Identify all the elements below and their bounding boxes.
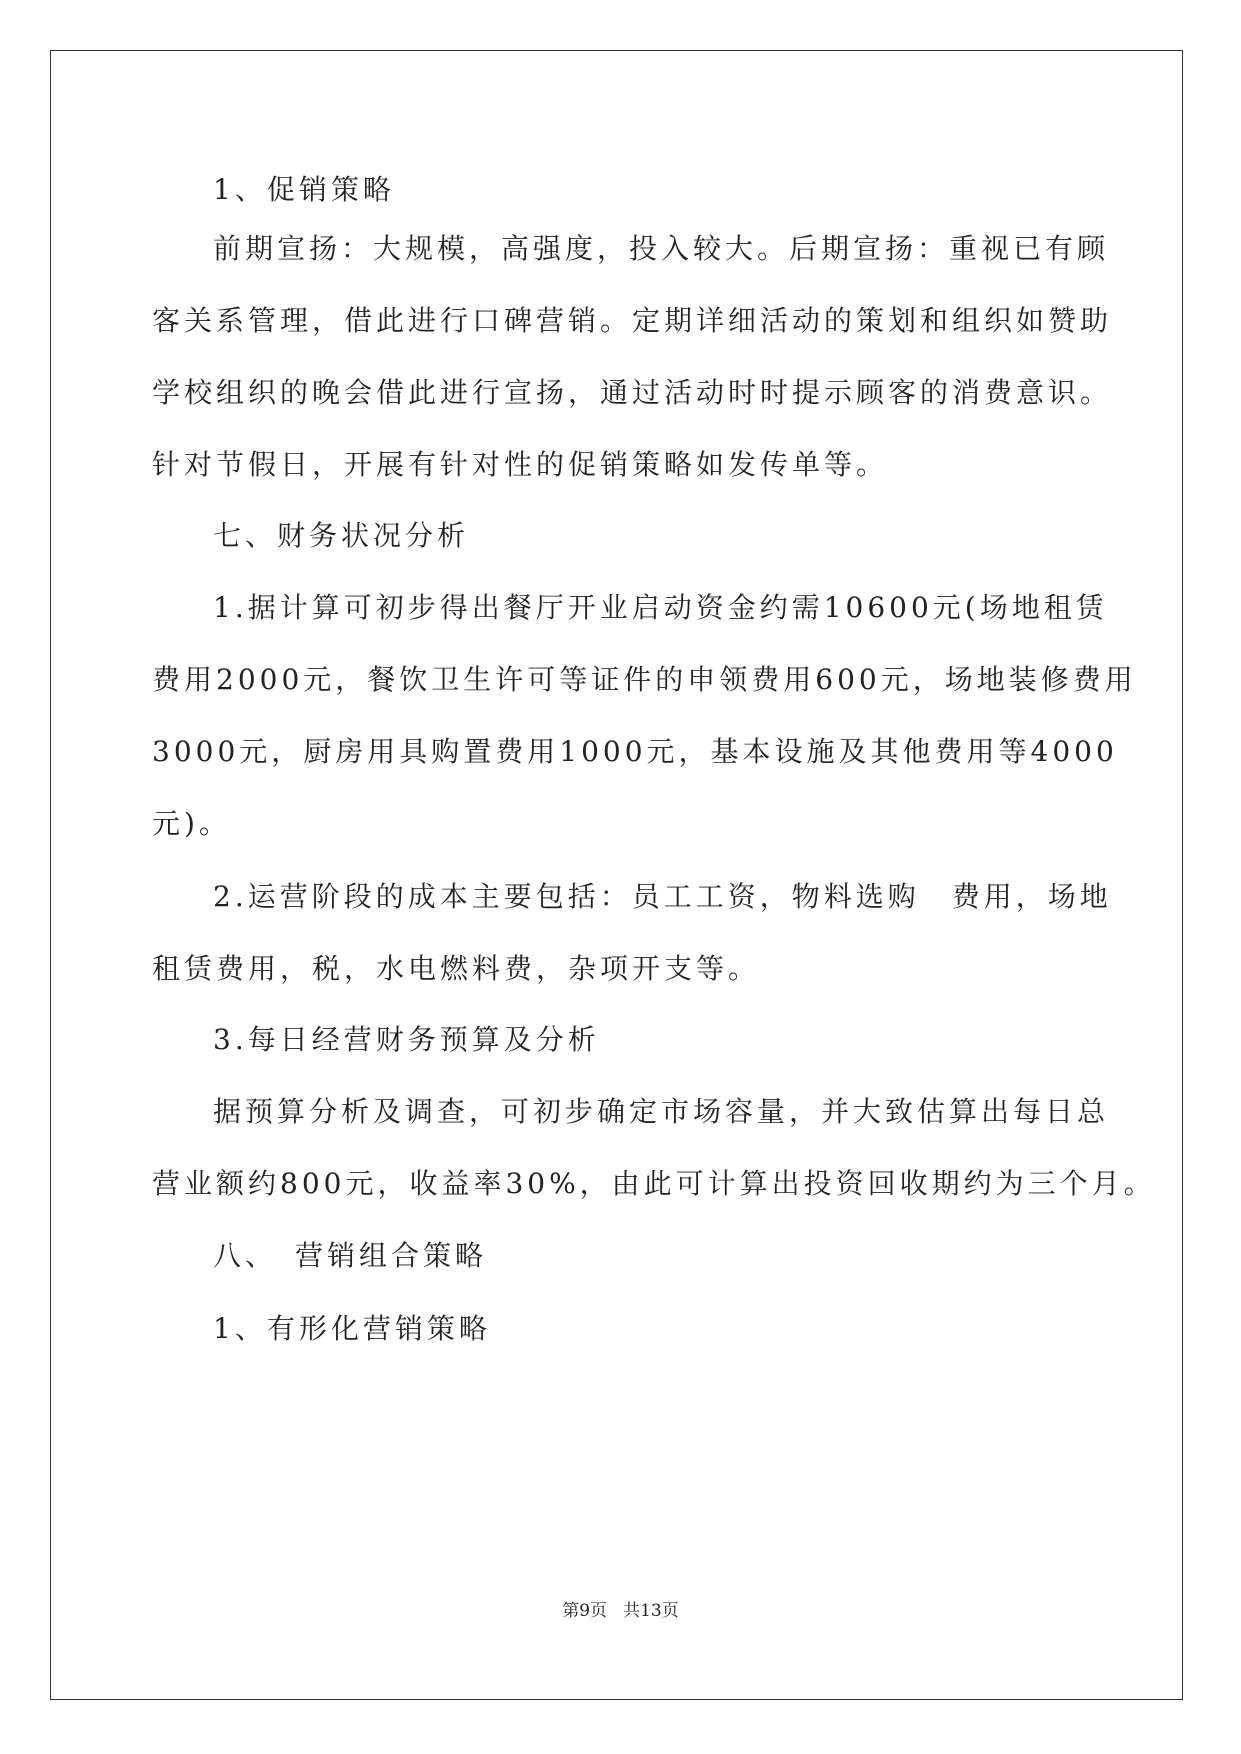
paragraph-line: 学校组织的晚会借此进行宣扬，通过活动时时提示顾客的消费意识。: [152, 376, 1113, 409]
paragraph-line: 1.据计算可初步得出餐厅开业启动资金约需10600元(场地租赁: [213, 591, 1108, 624]
page-number: 第9页: [562, 1601, 608, 1621]
page-footer: [0, 1600, 1241, 1622]
heading-tangible-marketing: 1、有形化营销策略: [213, 1312, 491, 1345]
paragraph-line: 元)。: [152, 807, 231, 840]
paragraph-line: 租赁费用，税，水电燃料费，杂项开支等。: [152, 952, 761, 985]
paragraph-line: 2.运营阶段的成本主要包括：员工工资，物料选购 费用，场地: [213, 880, 1112, 913]
page-border: [50, 50, 1183, 1700]
paragraph-line: 据预算分析及调查，可初步确定市场容量，并大致估算出每日总: [213, 1095, 1110, 1128]
page-total: 共13页: [623, 1601, 679, 1621]
heading-marketing-mix: 八、 营销组合策略: [213, 1239, 488, 1272]
paragraph-line: 针对节假日，开展有针对性的促销策略如发传单等。: [152, 448, 889, 481]
paragraph-line: 费用2000元，餐饮卫生许可等证件的申领费用600元，场地装修费用: [152, 663, 1137, 696]
heading-financial-analysis: 七、财务状况分析: [213, 519, 470, 552]
paragraph-line: 营业额约800元，收益率30%，由此可计算出投资回收期约为三个月。: [152, 1167, 1156, 1200]
subheading-daily-budget: 3.每日经营财务预算及分析: [213, 1023, 600, 1056]
paragraph-line: 3000元，厨房用具购置费用1000元，基本设施及其他费用等4000: [152, 735, 1118, 768]
paragraph-line: 客关系管理，借此进行口碑营销。定期详细活动的策划和组织如赞助: [152, 304, 1113, 337]
heading-promotion-strategy: 1、促销策略: [213, 173, 395, 206]
paragraph-line: 前期宣扬：大规模，高强度，投入较大。后期宣扬：重视已有顾: [213, 232, 1110, 265]
